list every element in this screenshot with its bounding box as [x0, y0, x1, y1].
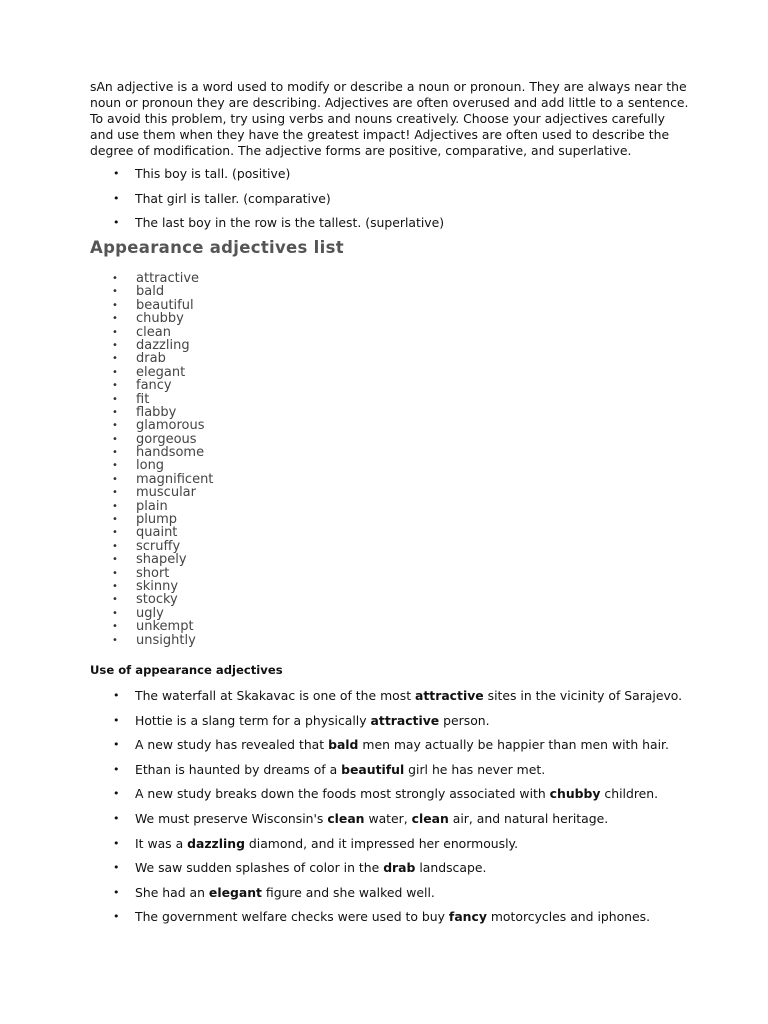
sentence-text: girl he has never met. — [404, 761, 546, 777]
highlighted-adjective: attractive — [370, 712, 440, 728]
list-item: • scruffy — [90, 540, 213, 553]
list-item: • unkempt — [90, 620, 213, 633]
highlighted-adjective: bald — [328, 737, 359, 753]
list-item: • quaint — [90, 526, 213, 539]
highlighted-adjective: clean — [411, 810, 449, 826]
list-item — [90, 688, 682, 713]
list-item: • glamorous — [90, 419, 213, 432]
list-item — [90, 860, 682, 885]
list-item: • flabby — [90, 406, 213, 419]
highlighted-adjective: attractive — [415, 688, 484, 703]
sentence-text: Ethan is haunted by dreams of a — [135, 761, 342, 777]
sentence-text: The waterfall at Skakavac is one of the most — [135, 688, 415, 703]
list-item: • muscular — [90, 486, 213, 499]
list-item: • fit — [90, 393, 213, 406]
list-item: • bald — [90, 285, 213, 298]
appearance-adjectives-list — [90, 272, 213, 647]
intro-paragraph: sAn adjective is a word used to modify or describe a noun or pronoun. They are always near the noun or pronoun they are describing. Adjectives are often overused and add little to a sentence. To avoid this problem, try using verbs and nouns creatively. Choose your adjectives carefully and use them when they have the greatest impact! Adjectives are often used to describe the degree of modification. The adjective forms are positive, comparative, and superlative. — [90, 79, 689, 158]
list-item — [90, 786, 682, 811]
list-item: • magnificent — [90, 473, 213, 486]
sentence-text: The government welfare checks were used to buy — [135, 909, 449, 925]
list-item: • attractive — [90, 272, 213, 285]
list-item: • skinny — [90, 580, 213, 593]
list-item — [90, 762, 682, 787]
list-item: • gorgeous — [90, 433, 213, 446]
list-item: • elegant — [90, 366, 213, 379]
list-item: • ugly — [90, 607, 213, 620]
usage-examples-list — [90, 688, 682, 934]
list-item: • clean — [90, 326, 213, 339]
list-item — [90, 737, 682, 762]
list-item — [90, 713, 682, 738]
list-item — [90, 885, 682, 910]
list-item: • The last boy in the row is the tallest. (superlative) — [90, 215, 444, 240]
highlighted-adjective: drab — [383, 860, 416, 876]
sentence-text: A new study breaks down the foods most strongly associated with — [135, 786, 550, 802]
sentence-text: men may actually be happier than men with hair. — [358, 737, 669, 753]
sentence-text: children. — [600, 786, 659, 802]
sentence-text: She had an — [135, 884, 209, 900]
sentence-text: We must preserve Wisconsin's — [135, 810, 328, 826]
list-item: • dazzling — [90, 339, 213, 352]
sentence-text: air, and natural heritage. — [448, 810, 609, 826]
list-item: • chubby — [90, 312, 213, 325]
sentence-text: diamond, and it impressed her enormously. — [244, 835, 519, 851]
usage-heading: Use of appearance adjectives — [90, 663, 283, 677]
sentence-text: A new study has revealed that — [135, 737, 329, 753]
list-item: • long — [90, 459, 213, 472]
highlighted-adjective: chubby — [549, 786, 601, 802]
sentence-text: It was a — [135, 835, 188, 851]
list-item — [90, 909, 682, 934]
sentence-text: motorcycles and iphones. — [486, 909, 651, 925]
sentence-text: sites in the vicinity of Sarajevo. — [483, 688, 683, 703]
sentence-text: We saw sudden splashes of color in the — [135, 860, 384, 876]
degree-examples-list — [90, 166, 444, 240]
list-item: • unsightly — [90, 634, 213, 647]
list-item: • beautiful — [90, 299, 213, 312]
sentence-text: person. — [439, 712, 490, 728]
list-item: • shapely — [90, 553, 213, 566]
list-item: • short — [90, 567, 213, 580]
highlighted-adjective: elegant — [208, 884, 262, 900]
list-item — [90, 836, 682, 861]
highlighted-adjective: fancy — [448, 909, 487, 925]
list-item: • That girl is taller. (comparative) — [90, 191, 444, 216]
highlighted-adjective: beautiful — [341, 761, 405, 777]
list-item — [90, 811, 682, 836]
list-item: • fancy — [90, 379, 213, 392]
list-item: • plump — [90, 513, 213, 526]
list-item: • This boy is tall. (positive) — [90, 166, 444, 191]
highlighted-adjective: dazzling — [187, 835, 245, 851]
sentence-text: landscape. — [415, 860, 487, 876]
sentence-text: figure and she walked well. — [261, 884, 435, 900]
list-item: • drab — [90, 352, 213, 365]
sentence-text: water, — [364, 810, 412, 826]
highlighted-adjective: clean — [327, 810, 365, 826]
list-item: • handsome — [90, 446, 213, 459]
adjectives-list-heading: Appearance adjectives list — [90, 238, 344, 257]
list-item: • stocky — [90, 593, 213, 606]
list-item: • plain — [90, 500, 213, 513]
sentence-text: Hottie is a slang term for a physically — [135, 712, 371, 728]
